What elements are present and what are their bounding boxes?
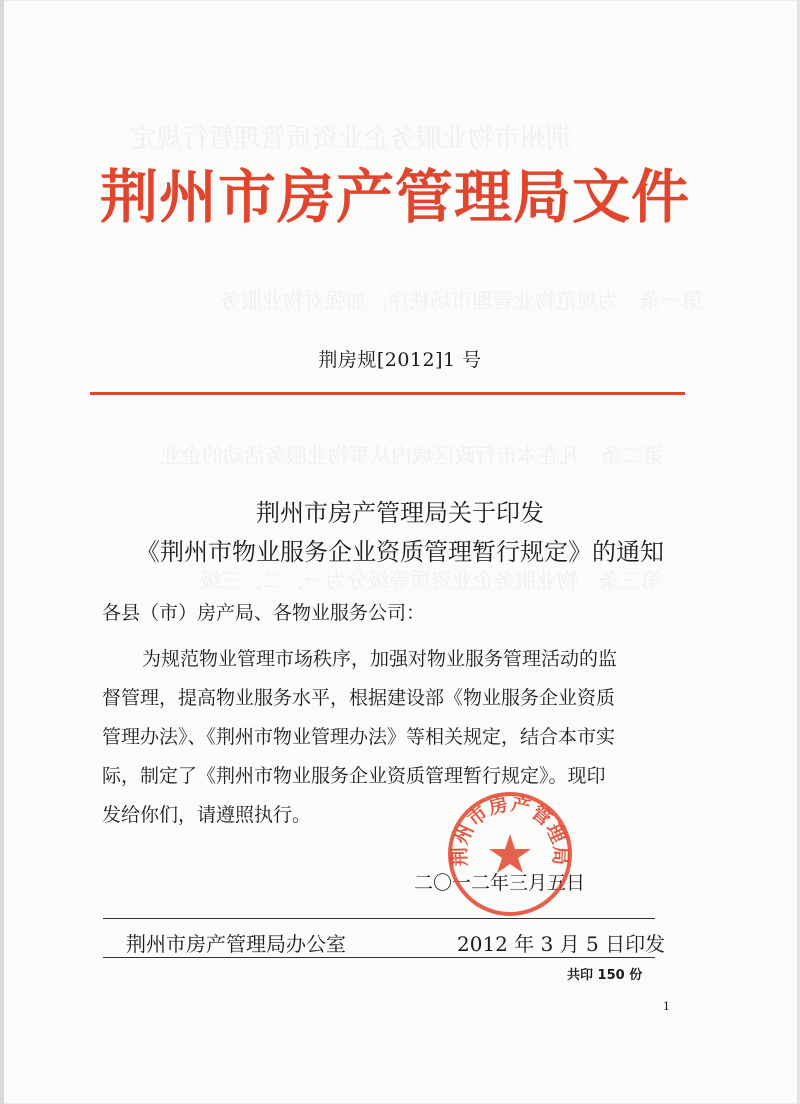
issuing-office: 荆州市房产管理局办公室	[126, 932, 346, 956]
document-number: 荆房规[2012]1 号	[318, 349, 482, 371]
body-line: 督管理，提高物业服务水平，根据建设部《物业服务企业资质	[102, 687, 616, 709]
page-number: 1	[663, 1000, 670, 1013]
bleed-through-text: 第一条 为规范物业管理市场秩序，加强对物业服务	[220, 289, 745, 313]
body-text	[102, 640, 702, 835]
print-date: 2012 年 3 月 5 日印发	[457, 932, 666, 956]
red-divider	[90, 392, 685, 395]
bleed-through-text: 第二条 凡在本市行政区域内从事物业服务活动的企业	[160, 444, 664, 468]
body-line: 管理办法》、《荆州市物业管理办法》等相关规定，结合本市实	[102, 726, 616, 748]
print-count: 共印 150 份	[567, 968, 643, 983]
footer-rule-top	[103, 918, 655, 919]
svg-text:荆州市房产管理局: 荆州市房产管理局	[448, 793, 572, 867]
bleed-through-text: 荆州市物业服务企业资质管理暂行规定	[130, 124, 573, 154]
notice-title-line1: 荆州市房产管理局关于印发	[256, 499, 544, 527]
body-line: 为规范物业管理市场秩序，加强对物业服务管理活动的监	[142, 648, 618, 670]
body-line: 发给你们，请遵照执行。	[102, 804, 312, 826]
addressee: 各县（市）房产局、各物业服务公司：	[102, 602, 426, 624]
bleed-through-text: 第三条 物业服务企业资质等级分为一、二、三级	[200, 569, 704, 593]
org-document-title: 荆州市房产管理局文件	[100, 163, 691, 231]
footer-rule-bottom	[103, 957, 655, 958]
signature-date: 二〇一二年三月五日	[414, 872, 586, 894]
official-seal-icon	[446, 790, 574, 918]
body-line: 际，制定了《荆州市物业服务企业资质管理暂行规定》。现印	[102, 765, 606, 787]
notice-title-line2: 《荆州市物业服务企业资质管理暂行规定》的通知	[136, 538, 664, 566]
